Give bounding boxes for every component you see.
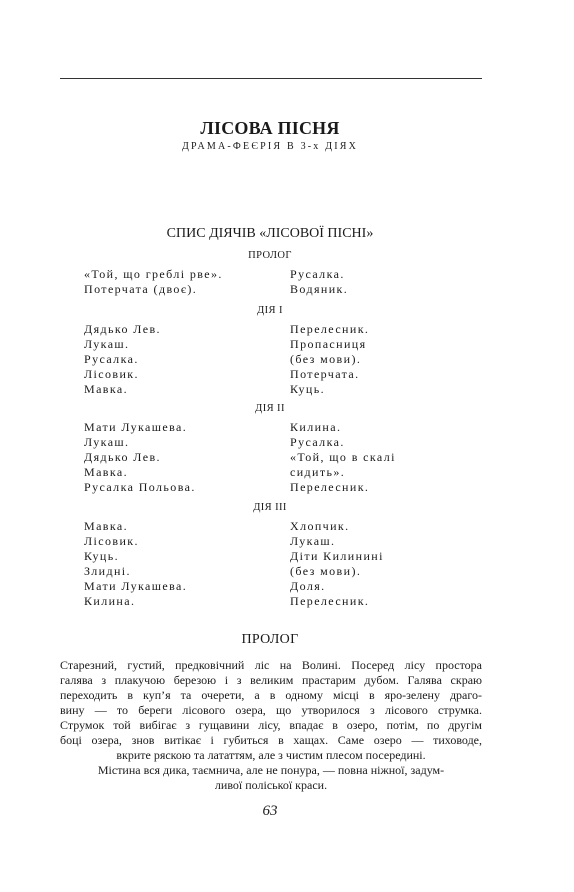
character-name: Мати Лукашева. xyxy=(84,579,188,593)
top-rule xyxy=(60,78,482,79)
act-label: ДІЯ ІІІ xyxy=(253,502,287,513)
character-name: Куць. xyxy=(84,549,119,563)
character-name: Доля. xyxy=(290,579,326,593)
prolog-line: переходить в куп’я та очерети, а в одному місці в яро-зелену драго- xyxy=(60,688,482,702)
cast-list-heading: СПИС ДІЯЧІВ «ЛІСОВОЇ ПІСНІ» xyxy=(166,226,374,241)
character-name: Злидні. xyxy=(84,564,131,578)
act-label: ПРОЛОГ xyxy=(248,250,292,261)
character-name: Дядько Лев. xyxy=(84,450,161,464)
character-name: Діти Килинині xyxy=(290,549,384,563)
character-name: Перелесник. xyxy=(290,322,370,336)
character-name: Куць. xyxy=(290,382,325,396)
prolog-line: Старезний, густий, предковічний ліс на Волині. Посеред лісу простора xyxy=(60,658,482,672)
character-name: «Той, що греблі рве». xyxy=(84,267,223,281)
prolog-line: галява з плакучою березою і з великим прастарим дубом. Галява скраю xyxy=(60,673,482,687)
character-name: Мавка. xyxy=(84,382,129,396)
character-name: Лукаш. xyxy=(84,435,130,449)
prolog-heading: ПРОЛОГ xyxy=(241,632,299,647)
character-name: Килина. xyxy=(84,594,136,608)
prolog-line: вкрите ряскою та лататтям, але з чистим плесом посередині. xyxy=(116,748,426,762)
act-label: ДІЯ І xyxy=(257,305,283,316)
prolog-line: вину — то береги лісового озера, що утворилося з лісового струмка. xyxy=(60,703,482,717)
prolog-line: ливої поліської краси. xyxy=(214,778,328,792)
character-name: Русалка. xyxy=(84,352,139,366)
character-name: Русалка. xyxy=(290,435,345,449)
character-name: (без мови). xyxy=(290,352,362,366)
character-name: Русалка. xyxy=(290,267,345,281)
character-name: (без мови). xyxy=(290,564,362,578)
character-name: сидить». xyxy=(290,465,346,479)
character-name: Перелесник. xyxy=(290,594,370,608)
character-name: Пропасниця xyxy=(290,337,367,351)
character-name: Лісовик. xyxy=(84,534,139,548)
prolog-line: Містина вся дика, таємнича, але не понура, — повна ніжної, задум- xyxy=(97,763,445,777)
character-name: Лукаш. xyxy=(84,337,130,351)
character-name: Мавка. xyxy=(84,465,129,479)
character-name: Русалка Польова. xyxy=(84,480,196,494)
page-number: 63 xyxy=(262,803,278,819)
character-name: Водяник. xyxy=(290,282,349,296)
character-name: Перелесник. xyxy=(290,480,370,494)
character-name: Мавка. xyxy=(84,519,129,533)
act-label: ДІЯ ІІ xyxy=(255,403,285,414)
prolog-paragraph xyxy=(60,658,482,793)
prolog-line: Струмок той вибігає з гущавини лісу, впадає в озеро, потім, по другім xyxy=(60,718,482,732)
page-subtitle: ДРАМА-ФЕЄРІЯ В 3-х ДІЯХ xyxy=(181,141,359,152)
character-name: Мати Лукашева. xyxy=(84,420,188,434)
page-title: ЛІСОВА ПІСНЯ xyxy=(200,118,340,138)
character-name: Дядько Лев. xyxy=(84,322,161,336)
character-name: Лукаш. xyxy=(290,534,336,548)
character-name: Лісовик. xyxy=(84,367,139,381)
character-name: Потерчата. xyxy=(290,367,360,381)
character-name: «Той, що в скалі xyxy=(290,450,396,464)
character-name: Килина. xyxy=(290,420,342,434)
character-name: Потерчата (двоє). xyxy=(84,282,198,296)
prolog-line: боці озера, знов витікає і губиться в хащах. Саме озеро — тиховоде, xyxy=(60,733,482,747)
character-name: Хлопчик. xyxy=(290,519,350,533)
